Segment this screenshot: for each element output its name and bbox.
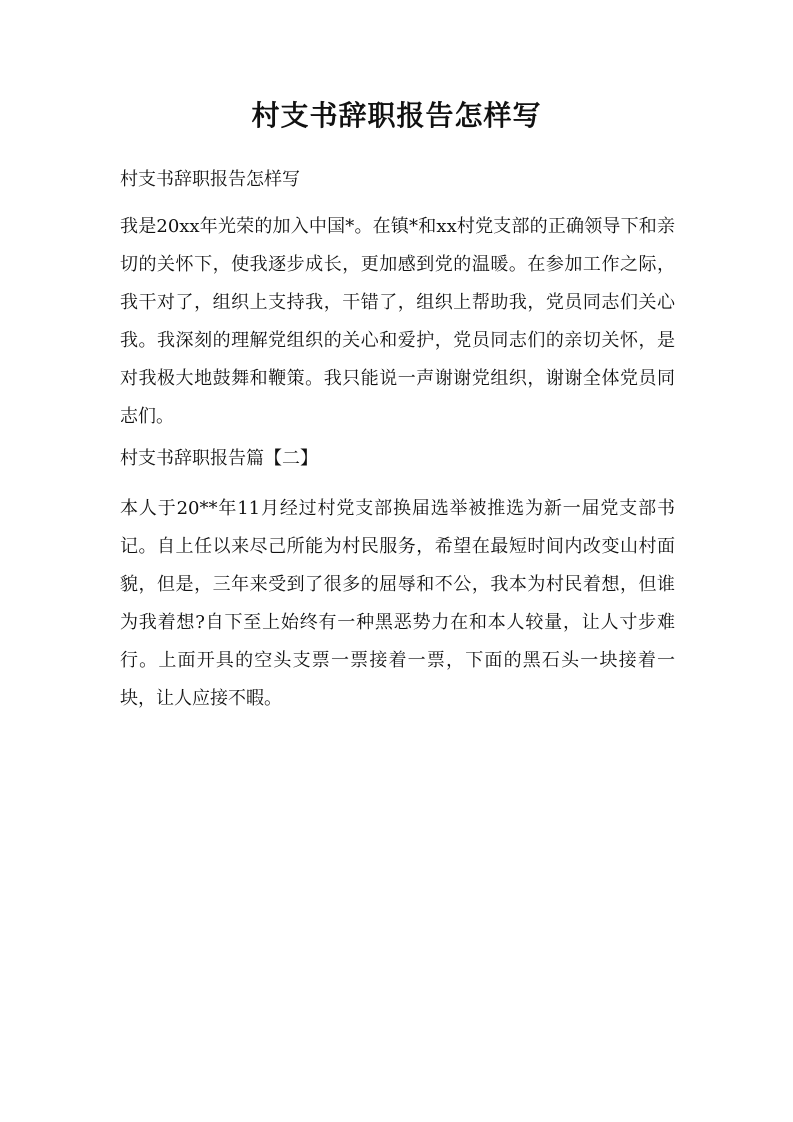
document-title: 村支书辞职报告怎样写: [251, 99, 542, 132]
body-paragraph-2: 本人于20**年11月经过村党支部换届选举被推选为新一届党支部书记。自上任以来尽己所能为村民服务，希望在最短时间内改变山村面貌，但是，三年来受到了很多的屈辱和不公，我本为村民着想，但谁为我着想?自下至上始终有一种黑恶势力在和本人较量，让人寸步难行。上面开具的空头支票一票接着一票，下面的黑石头一块接着一块，让人应接不暇。: [120, 498, 675, 709]
subtitle-paragraph: 村支书辞职报告怎样写: [120, 169, 300, 190]
body-paragraph-1: 我是20xx年光荣的加入中国*。在镇*和xx村党支部的正确领导下和亲切的关怀下，使我逐步成长，更加感到党的温暖。在参加工作之际，我干对了，组织上支持我，干错了，组织上帮助我，党员同志们关心我。我深刻的理解党组织的关心和爱护，党员同志们的亲切关怀，是对我极大地鼓舞和鞭策。我只能说一声谢谢党组织，谢谢全体党员同志们。: [120, 216, 675, 427]
section-heading-2: 村支书辞职报告篇【二】: [120, 448, 318, 469]
